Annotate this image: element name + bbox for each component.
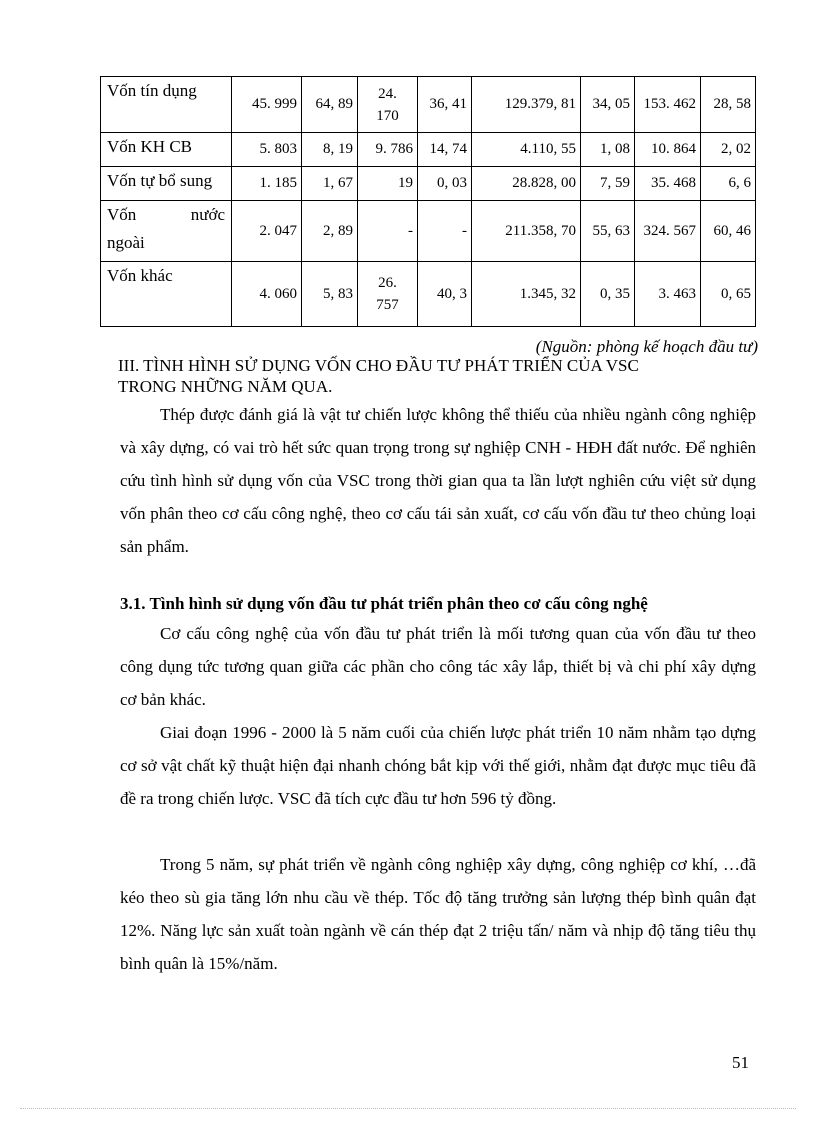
table-cell: -: [418, 201, 472, 262]
row-label: Vốn tự bổ sung: [101, 167, 232, 201]
table-cell: 4.110, 55: [472, 133, 581, 167]
table-cell: 34, 05: [581, 77, 635, 133]
table-cell: 129.379, 81: [472, 77, 581, 133]
table-row: [101, 167, 756, 201]
row-label: Vốn khác: [101, 262, 232, 327]
table-row: [101, 201, 756, 262]
table-cell: 1.345, 32: [472, 262, 581, 327]
table-row: [101, 77, 756, 133]
paragraph: [120, 398, 756, 563]
row-label: Vốn tín dụng: [101, 77, 232, 133]
table-cell: 3. 463: [635, 262, 701, 327]
capital-structure-table: [100, 76, 756, 327]
table-cell: 40, 3: [418, 262, 472, 327]
table-cell: 5, 83: [302, 262, 358, 327]
bottom-divider: [20, 1108, 796, 1109]
label-line: [107, 201, 225, 229]
page-number: 51: [732, 1053, 749, 1072]
table-cell: 4. 060: [232, 262, 302, 327]
table-cell: 36, 41: [418, 77, 472, 133]
cell-line: 757: [376, 297, 399, 313]
table-cell: 28, 58: [701, 77, 756, 133]
row-label: [101, 201, 232, 262]
table-row: [101, 133, 756, 167]
table-cell: [358, 262, 418, 327]
table-cell: 10. 864: [635, 133, 701, 167]
section-heading-line: III. TÌNH HÌNH SỬ DỤNG VỐN CHO ĐẦU TƯ PHÁT TRIỂN CỦA VSC: [118, 356, 639, 375]
table-cell: 55, 63: [581, 201, 635, 262]
table-cell: 45. 999: [232, 77, 302, 133]
table-cell: 2. 047: [232, 201, 302, 262]
row-label: Vốn KH CB: [101, 133, 232, 167]
cell-line: 26.: [378, 275, 397, 291]
table-cell: 28.828, 00: [472, 167, 581, 201]
table-cell: 9. 786: [358, 133, 418, 167]
paragraph-text: Thép được đánh giá là vật tư chiến lược không thể thiếu của nhiều ngành công nghiệp và xây dựng, có vai trò hết sức quan trọng trong sự nghiệp CNH - HĐH đất nước. Để nghiên cứu tình hình sử dụng vốn của VSC trong thời gian qua ta lần lượt nghiên cứu việt sử dụng vốn phân theo cơ cấu công nghệ, theo cơ cấu tái sản xuất, cơ cấu vốn đầu tư theo chủng loại sản phẩm.: [120, 405, 756, 556]
cell-line: 24.: [378, 85, 397, 102]
table-cell: -: [358, 201, 418, 262]
table-cell: 7, 59: [581, 167, 635, 201]
table-cell: 1, 08: [581, 133, 635, 167]
table-cell: 0, 65: [701, 262, 756, 327]
table-cell: 211.358, 70: [472, 201, 581, 262]
table-cell: 19: [358, 167, 418, 201]
paragraph-text: Giai đoạn 1996 - 2000 là 5 năm cuối của chiến lược phát triển 10 năm nhằm tạo dựng cơ sở vật chất kỹ thuật hiện đại nhanh chóng bắt kịp với thế giới, nhằm đạt được mục tiêu đã đề ra trong chiến lược. VSC đã tích cực đầu tư hơn 596 tỷ đồng.: [120, 723, 756, 808]
paragraph-text: Cơ cấu công nghệ của vốn đầu tư phát triển là mối tương quan của vốn đầu tư theo công dụng tức tương quan giữa các phần cho công tác xây lắp, thiết bị và chi phí xây dựng cơ bản khác.: [120, 624, 756, 709]
table-cell: 64, 89: [302, 77, 358, 133]
table-cell: [358, 77, 418, 133]
subsection-heading: 3.1. Tình hình sử dụng vốn đầu tư phát triển phân theo cơ cấu công nghệ: [120, 594, 648, 613]
label-word: Vốn: [107, 205, 137, 224]
paragraph: [120, 716, 756, 815]
table-cell: 0, 03: [418, 167, 472, 201]
table-cell: 60, 46: [701, 201, 756, 262]
table-cell: 8, 19: [302, 133, 358, 167]
table-cell: 35. 468: [635, 167, 701, 201]
table-cell: 1, 67: [302, 167, 358, 201]
label-word: ngoài: [107, 233, 145, 252]
table-cell: 153. 462: [635, 77, 701, 133]
table-cell: 0, 35: [581, 262, 635, 327]
section-heading-line: TRONG NHỮNG NĂM QUA.: [118, 377, 333, 396]
table-cell: 5. 803: [232, 133, 302, 167]
table-cell: 14, 74: [418, 133, 472, 167]
table-cell: 2, 02: [701, 133, 756, 167]
section-heading: [118, 355, 768, 397]
table-row: [101, 262, 756, 327]
table-cell: 2, 89: [302, 201, 358, 262]
label-word: nước: [190, 205, 225, 224]
table-cell: 1. 185: [232, 167, 302, 201]
cell-line: 170: [376, 107, 399, 124]
paragraph: [120, 617, 756, 716]
table-source-note: (Nguồn: phòng kế hoạch đầu tư): [535, 337, 758, 356]
paragraph-text: Trong 5 năm, sự phát triển về ngành công nghiệp xây dựng, công nghiệp cơ khí, …đã kéo theo sù gia tăng lớn nhu cầu về thép. Tốc độ tăng trưởng sản lượng thép bình quân đạt 12%. Năng lực sản xuất toàn ngành về cán thép đạt 2 triệu tấn/ năm và nhịp độ tăng tiêu thụ bình quân là 15%/năm.: [120, 855, 756, 973]
table-cell: 324. 567: [635, 201, 701, 262]
table-cell: 6, 6: [701, 167, 756, 201]
paragraph: [120, 848, 756, 980]
